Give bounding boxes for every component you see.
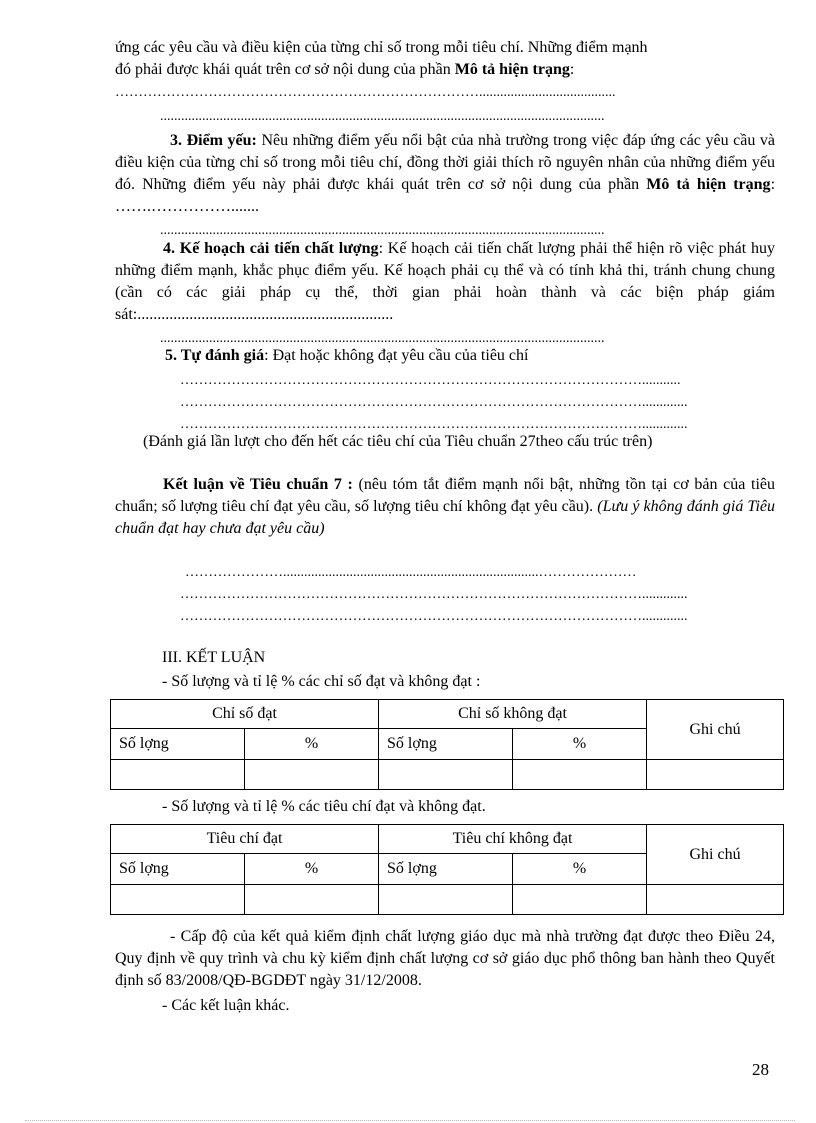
table-cell xyxy=(647,885,784,915)
dotted-line: ………………………………………………………………………………………............. xyxy=(180,395,688,410)
weakness-paragraph: 3. Điểm yếu: Nêu những điểm yếu nổi bật của nhà trường trong việc đáp ứng các yêu cầu và điều kiện của từng chỉ số trong mỗi tiêu chí, đồng thời giải thích rõ nguyên nhân của những điểm yếu đó. Những điểm yếu này phải được khái quát trên cơ sở nội dung của phần Mô tả hiện trạng: …….……………....... xyxy=(115,132,776,215)
table-header-cell: Tiêu chí đạt xyxy=(111,825,379,854)
table-row xyxy=(111,700,784,729)
table-cell xyxy=(245,885,379,915)
bold-term: Mô tả hiện trạng xyxy=(454,61,570,78)
selfeval-line: 5. Tự đánh giá: Đạt hoặc không đạt yêu cầu của tiêu chí xyxy=(165,347,529,364)
plan-heading: 4. Kế hoạch cải tiến chất lượng xyxy=(163,240,379,257)
dotted-line: ………………….........................................................................………………… xyxy=(185,565,637,580)
table-header-cell: Số lợng xyxy=(111,854,245,885)
bullet-indicators: - Số lượng và tỉ lệ % các chỉ số đạt và không đạt : xyxy=(162,673,481,690)
table-header-cell: % xyxy=(245,729,379,760)
table-cell xyxy=(111,885,245,915)
table-row xyxy=(111,825,784,854)
weakness-heading: 3. Điểm yếu: xyxy=(170,132,257,149)
table-header-cell: Chỉ số đạt xyxy=(111,700,379,729)
note-line: (Đánh giá lần lượt cho đến hết các tiêu chí của Tiêu chuẩn 27theo cấu trúc trên) xyxy=(143,433,653,450)
standard-conclusion-paragraph: Kết luận về Tiêu chuẩn 7 : (nêu tóm tắt điểm mạnh nổi bật, những tồn tại cơ bản của tiêu chuẩn; số lượng tiêu chí đạt yêu cầu, số lượng tiêu chí không đạt yêu cầu). (Lưu ý không đánh giá Tiêu chuẩn đạt hay chưa đạt yêu cầu) xyxy=(115,476,775,537)
dotted-line: ………………………………………………………………………………………............. xyxy=(180,609,688,624)
intro-line-1: ứng các yêu cầu và điều kiện của từng chỉ số trong mỗi tiêu chí. Những điểm mạnh xyxy=(115,39,648,56)
plan-paragraph: 4. Kế hoạch cải tiến chất lượng: Kế hoạch cải tiến chất lượng phải thể hiện rõ việc phát huy những điểm mạnh, khắc phục điểm yếu. Kế hoạch phải cụ thể và có tính khả thi, tránh chung chung (cần có các giải pháp cụ thể, thời gian phải hoàn thành và các biện pháp giám sát:................................................................ xyxy=(115,240,775,323)
bullet-criteria: - Số lượng và tỉ lệ % các tiêu chí đạt và không đạt. xyxy=(162,798,486,815)
table-cell xyxy=(379,760,513,790)
table-header-cell: % xyxy=(245,854,379,885)
table-header-cell: Số lợng xyxy=(379,854,513,885)
table-header-cell: Ghi chú xyxy=(647,700,784,760)
table-cell xyxy=(513,885,647,915)
dotted-line: ……………………………………………………………………....................................... xyxy=(115,85,616,100)
table-header-cell: Số lợng xyxy=(379,729,513,760)
selfeval-heading: 5. Tự đánh giá xyxy=(165,347,265,364)
dotted-line: ………………………………………………………………………………………............. xyxy=(180,417,688,432)
dotted-line: ............................................................................................................................... xyxy=(160,223,605,238)
table-cell xyxy=(513,760,647,790)
other-conclusions: - Các kết luận khác. xyxy=(162,997,290,1014)
intro-line-2: đó phải được khái quát trên cơ sở nội dung của phần Mô tả hiện trạng: xyxy=(115,61,575,78)
table-header-cell: Chỉ số không đạt xyxy=(379,700,647,729)
table-header-cell: % xyxy=(513,729,647,760)
standard-conclusion-note: (Lưu ý không đánh giá Tiêu chuẩn đạt hay chưa đạt yêu cầu) xyxy=(115,498,775,537)
table-header-cell: Số lợng xyxy=(111,729,245,760)
table-cell xyxy=(647,760,784,790)
table-header-cell: Tiêu chí không đạt xyxy=(379,825,647,854)
standard-conclusion-heading: Kết luận về Tiêu chuẩn 7 : xyxy=(163,476,353,493)
table-cell xyxy=(379,885,513,915)
dotted-line: ............................................................................................................................... xyxy=(160,331,605,346)
page-number: 28 xyxy=(752,1060,769,1079)
criteria-table xyxy=(110,824,784,915)
dotted-line: ………………………………………………………………………………………........... xyxy=(180,373,681,388)
table-header-cell: Ghi chú xyxy=(647,825,784,885)
indicators-table xyxy=(110,699,784,790)
dotted-line: ............................................................................................................................... xyxy=(160,109,605,124)
section-title: III. KẾT LUẬN xyxy=(162,649,266,666)
table-row xyxy=(111,760,784,790)
table-cell xyxy=(111,760,245,790)
table-cell xyxy=(245,760,379,790)
final-paragraph: - Cấp độ của kết quả kiểm định chất lượng giáo dục mà nhà trường đạt được theo Điều 24, Quy định về quy trình và chu kỳ kiểm định chất lượng cơ sở giáo dục phổ thông ban hành theo Quyết định số 83/2008/QĐ-BGDĐT ngày 31/12/2008. xyxy=(115,928,775,989)
table-row xyxy=(111,885,784,915)
table-header-cell: % xyxy=(513,854,647,885)
footer-divider xyxy=(25,1120,795,1121)
dotted-line: ………………………………………………………………………………………............. xyxy=(180,587,688,602)
